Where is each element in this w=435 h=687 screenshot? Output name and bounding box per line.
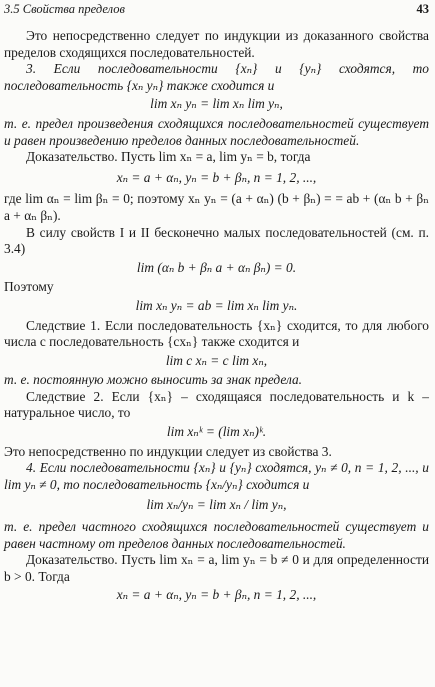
corollary-1: Следствие 1. Если последовательность {xₙ} сходится, то для любого числа c последовательность {cxₙ} также сходится и: [4, 317, 429, 350]
formula: lim (αₙ b + βₙ a + αₙ βₙ) = 0.: [136, 259, 297, 275]
formula: xₙ = a + αₙ, yₙ = b + βₙ, n = 1, 2, ...,: [116, 587, 317, 603]
paragraph: т. е. предел частного сходящихся последовательностей существует и равен частному от пределов данных последовательностей.: [4, 519, 429, 551]
paragraph: Это непосредственно по индукции следует из свойства 3.: [4, 443, 332, 459]
formula: lim xₙᵏ = (lim xₙ)ᵏ.: [166, 424, 267, 440]
property-statement: 4. Если последовательности {xₙ} и {yₙ} сходятся, yₙ ≠ 0, n = 1, 2, ..., и lim yₙ ≠ 0, то последовательность {xₙ/yₙ} сходится и: [4, 460, 429, 492]
formula: lim xₙ/yₙ = lim xₙ / lim yₙ,: [146, 497, 287, 513]
proof-start: Доказательство. Пусть lim xₙ = a, lim yₙ = b ≠ 0 и для определенности b > 0. Тогда: [4, 552, 429, 584]
page-number: 43: [416, 2, 429, 16]
paragraph: Это непосредственно следует по индукции из доказанного свойства пределов сходящихся последовательностей.: [4, 28, 429, 60]
formula: lim c xₙ = c lim xₙ,: [165, 352, 268, 368]
running-header: [4, 1, 431, 17]
paragraph: В силу свойств I и II бесконечно малых последовательностей (см. п. 3.4): [4, 224, 429, 257]
formula: lim xₙ yₙ = ab = lim xₙ lim yₙ.: [135, 297, 298, 313]
page-body: [4, 28, 429, 607]
formula: lim xₙ yₙ = lim xₙ lim yₙ,: [150, 96, 283, 112]
paragraph: т. е. предел произведения сходящихся последовательностей существует и равен произведению пределов данных последовательностей.: [4, 115, 429, 148]
paragraph: т. е. постоянную можно выносить за знак предела.: [4, 372, 302, 388]
proof-start: Доказательство. Пусть lim xₙ = a, lim yₙ = b, тогда: [26, 149, 311, 165]
paragraph: Поэтому: [4, 279, 54, 295]
corollary-2: Следствие 2. Если {xₙ} – сходящаяся последовательность и k – натуральное число, то: [4, 388, 429, 421]
property-statement: 3. Если последовательности {xₙ} и {yₙ} сходятся, то последовательность {xₙ yₙ} также сходится и: [4, 61, 429, 93]
formula: xₙ = a + αₙ, yₙ = b + βₙ, n = 1, 2, ...,: [116, 169, 317, 185]
section-title: 3.5 Свойства пределов: [4, 2, 125, 16]
paragraph: где lim αₙ = lim βₙ = 0; поэтому xₙ yₙ = (a + αₙ) (b + βₙ) = = ab + (αₙ b + βₙ a + αₙ βₙ).: [4, 191, 429, 223]
